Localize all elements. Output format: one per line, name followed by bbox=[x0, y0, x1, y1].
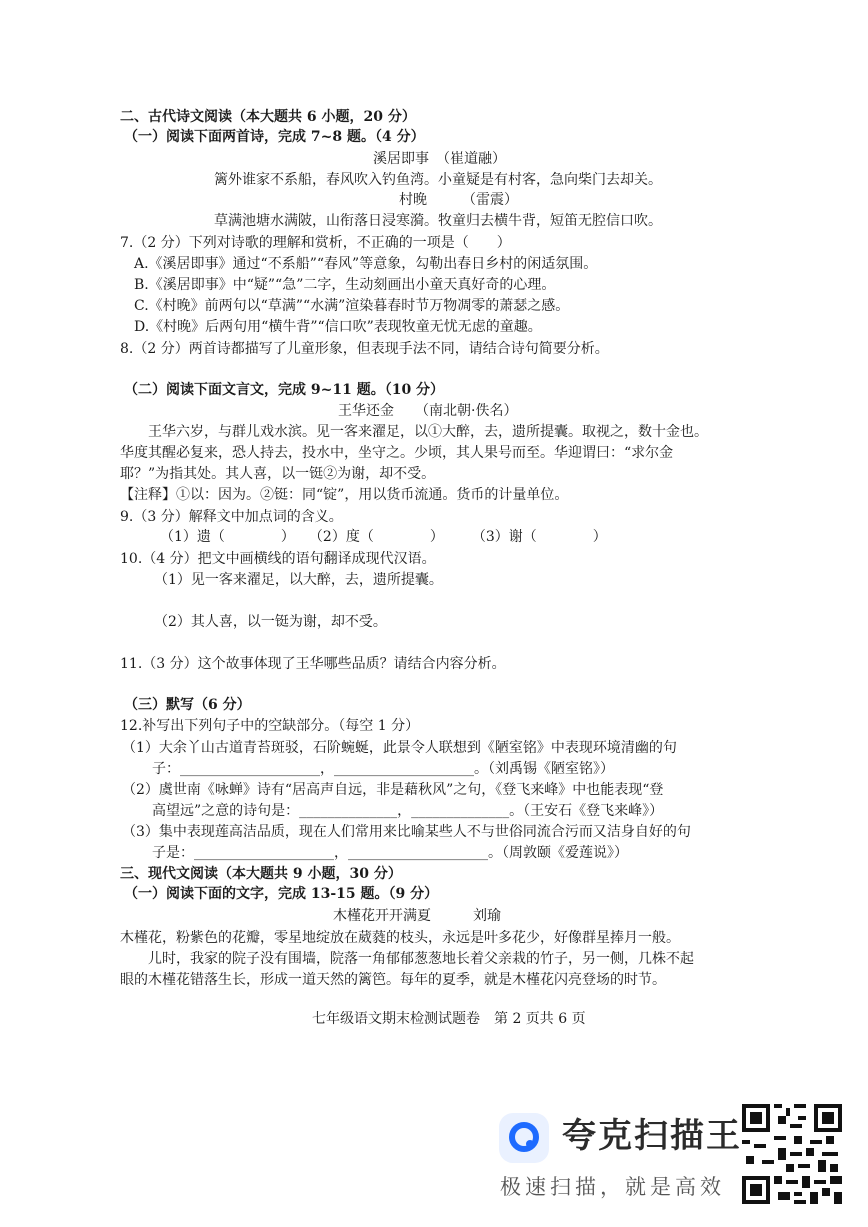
text-line: 11.（3 分）这个故事体现了王华哪些品质？请结合内容分析。 bbox=[120, 656, 506, 672]
text-line: 子是：____________________，____________________。（周敦颐《爱莲说》） bbox=[152, 845, 628, 861]
watermark-slogan: 极速扫描，就是高效 bbox=[500, 1175, 725, 1199]
text-line: 村晚 （雷震） bbox=[399, 192, 518, 208]
text-line: 眼的木槿花错落生长，形成一道天然的篱笆。每年的夏季，就是木槿花闪亮登场的时节。 bbox=[120, 972, 666, 988]
text-line: （2）虞世南《咏蝉》诗有“居高声自远，非是藉秋风”之句，《登飞来峰》中也能表现“登 bbox=[122, 782, 664, 798]
text-line: 草满池塘水满陂，山衔落日浸寒漪。牧童归去横牛背，短笛无腔信口吹。 bbox=[214, 213, 662, 229]
text-line: 8.（2 分）两首诗都描写了儿童形象，但表现手法不同，请结合诗句简要分析。 bbox=[120, 341, 609, 357]
qr-code-icon bbox=[742, 1104, 842, 1204]
text-line: 耶？”为指其处。其人喜，以一铤②为谢，却不受。 bbox=[120, 466, 436, 482]
text-line: （3）集中表现莲高洁品质，现在人们常用来比喻某些人不与世俗同流合污而又洁身自好的句 bbox=[122, 824, 691, 840]
text-line: 二、古代诗文阅读（本大题共 6 小题，20 分） bbox=[120, 109, 416, 125]
text-line: 10.（4 分）把文中画横线的语句翻译成现代汉语。 bbox=[120, 551, 436, 567]
text-line: 篱外谁家不系船，春风吹入钓鱼湾。小童疑是有村客，急向柴门去却关。 bbox=[214, 172, 662, 188]
text-line: 三、现代文阅读（本大题共 9 小题，30 分） bbox=[120, 866, 402, 882]
text-line: 七年级语文期末检测试题卷 第 2 页共 6 页 bbox=[312, 1011, 586, 1027]
text-line: 子：____________________，____________________。（刘禹锡《陋室铭》） bbox=[152, 761, 614, 777]
text-line: A.《溪居即事》通过“不系船”“春风”等意象，勾勒出春日乡村的闲适氛围。 bbox=[134, 256, 598, 272]
text-line: （2）其人喜，以一铤为谢，却不受。 bbox=[154, 614, 387, 630]
text-line: 溪居即事 （崔道融） bbox=[373, 151, 506, 167]
text-line: 儿时，我家的院子没有围墙，院落一角郁郁葱葱地长着父亲栽的竹子，另一侧，几株不起 bbox=[148, 951, 694, 967]
text-line: 华度其醒必复来，恐人持去，投水中，坐守之。少顷，其人果号而至。华迎谓曰：“求尔金 bbox=[120, 445, 674, 461]
text-line: D.《村晚》后两句用“横牛背”“信口吹”表现牧童无忧无虑的童趣。 bbox=[134, 319, 542, 335]
text-line: 王华还金 （南北朝·佚名） bbox=[338, 403, 518, 419]
text-line: 12.补写出下列句子中的空缺部分。（每空 1 分） bbox=[120, 718, 420, 734]
text-line: （一）阅读下面两首诗，完成 7~8 题。（4 分） bbox=[124, 129, 425, 145]
text-line: 9.（3 分）解释文中加点词的含义。 bbox=[120, 509, 343, 525]
text-line: 木槿花，粉紫色的花瓣，零星地绽放在葳蕤的枝头，永远是叶多花少，好像群星捧月一般。 bbox=[120, 930, 680, 946]
text-line: （1）见一客来濯足，以大醉，去，遗所提囊。 bbox=[154, 572, 443, 588]
text-line: （二）阅读下面文言文，完成 9~11 题。（10 分） bbox=[124, 382, 445, 398]
text-line: （一）阅读下面的文字，完成 13-15 题。（9 分） bbox=[124, 886, 439, 902]
text-line: B.《溪居即事》中“疑”“急”二字，生动刻画出小童天真好奇的心理。 bbox=[134, 277, 556, 293]
text-line: C.《村晚》前两句以“草满”“水满”渲染暮春时节万物凋零的萧瑟之感。 bbox=[134, 298, 570, 314]
text-line: （1）大余丫山古道青苔斑驳，石阶蜿蜒，此景令人联想到《陋室铭》中表现环境清幽的句 bbox=[122, 740, 677, 756]
text-line: 【注释】①以：因为。②铤：同“锭”，用以货币流通。货币的计量单位。 bbox=[120, 487, 569, 503]
watermark-brand: 夸克扫描王 bbox=[562, 1116, 742, 1156]
text-line: 7.（2 分）下列对诗歌的理解和赏析，不正确的一项是（ ） bbox=[120, 235, 511, 251]
quark-logo-icon bbox=[499, 1113, 549, 1163]
text-line: 王华六岁，与群儿戏水滨。见一客来濯足，以①大醉，去，遗所提囊。取视之，数十金也。 bbox=[148, 424, 708, 440]
text-line: （1）遗（ ） （2）度（ ） （3）谢（ ） bbox=[160, 529, 607, 545]
text-line: 高望远”之意的诗句是：______________，______________。（王安石《登飞来峰》） bbox=[152, 803, 664, 819]
text-line: （三）默写（6 分） bbox=[124, 697, 251, 713]
text-line: 木槿花开开满夏 刘瑜 bbox=[333, 908, 501, 924]
